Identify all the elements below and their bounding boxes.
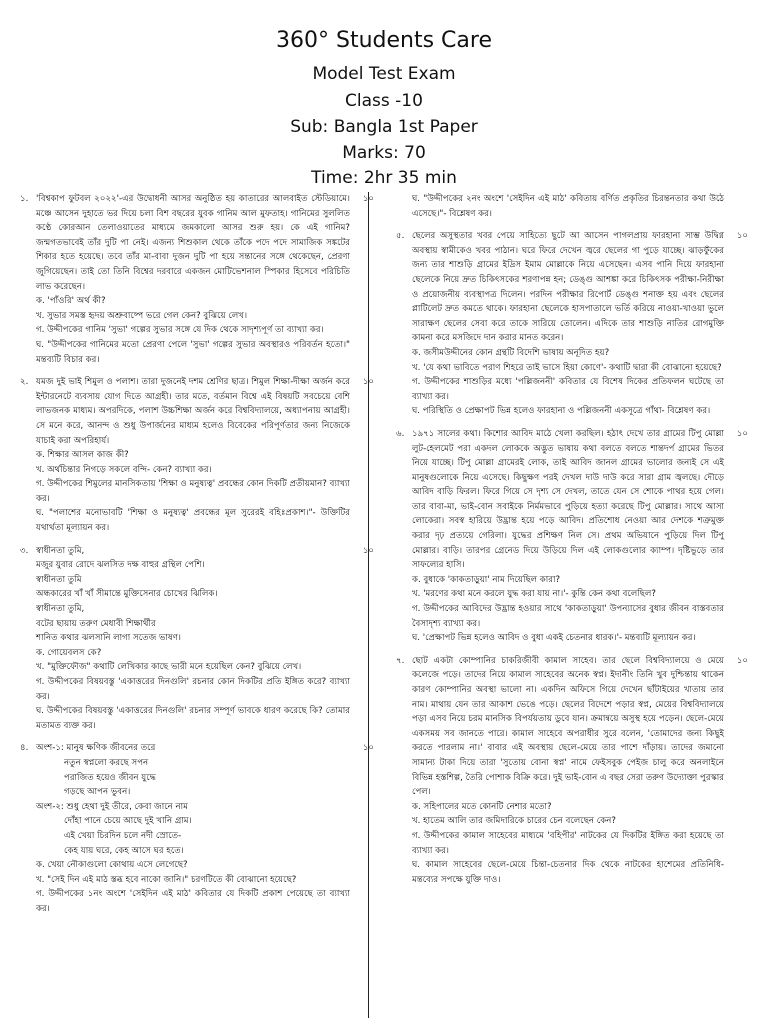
poem-line: বটের ছায়ায় তরুণ মেধাবী শিক্ষার্থীর (36, 618, 156, 629)
sub-question-ka: ক. 'পাঁওরি' অর্থ কী? (36, 296, 106, 307)
question-columns (20, 192, 750, 1018)
sub-question-kha: খ. অর্থচিন্তার নিগড়ে সকলে বন্দি- কেন? ব্যাখ্যা কর। (36, 464, 212, 475)
question-2 (20, 375, 376, 536)
poem-line: স্বাধীনতা তুমি, (36, 545, 85, 556)
question-marks: ১০ (736, 428, 748, 439)
sub-question-ga: গ. উদ্দীপকের বিষয়বস্তু 'একাত্তরের দিনগুলি' রচনার কোন দিকটির প্রতি ইঙ্গিত করে? ব্যাখ্যা কর। (36, 677, 350, 702)
poem-line: অংশ-২: শুধু হেথা দুই তীরে, কেবা জানে নাম (36, 801, 188, 812)
question-marks: ১০ (362, 194, 374, 204)
question-5 (396, 229, 750, 419)
question-stem: ছেলের অসুস্থতার খবর পেয়ে সাহিত্যে ছুটে আ আসেন পাগলপ্রায় ফারহানা সাম্ভ উদ্বিগ্ন অবস্থায় স্বামীকেও খবর পাঠান। ঘরে ফিরে দেখেন জ্বরে ছেলের গা পুড়ে যাচ্ছে। ঝাড়ফুঁকের জন্য তার শাশুড়ি গ্রামের ইদ্রিস ইমাম মোল্লাকে নিয়ে এসেছেন। এসব পানি দিয়ে ফারহানা ছেলেকে নিয়ে দ্রুত চিকিৎসকের শরণাপন্ন হন; ডেঙ্গু আশঙ্কা করে চিকিৎসক পরীক্ষা-নিরীক্ষা ও প্রয়োজনীয় ব্যবস্থাপত্র দিলেন। পরদিন পরীক্ষার রিপোর্ট ডেঙ্গু শনাক্ত হয় এবং ছেলের প্লাটিলেট দ্রুত কমতে থাকে। ফারহানা ছেলেকে হাসপাতালে ভর্তি করিয়ে নাওয়া-খাওয়া ভুলে সারাক্ষণ ছেলের সেবা করে তাকে সারিয়ে তোলেন। এদিকে তার শাশুড়ি নাতির রোগমুক্তি কামনা করে মসজিদে দান করার মানত করেন। (412, 231, 724, 344)
poem-line: মজুর যুবার রোদে ঝলসিত দক্ষ বাহুর গ্রন্থিল পেশি। (36, 560, 205, 571)
sub-question-kha: খ. সুভার সমস্ত হৃদয় অশ্রুবাষ্পে ভরে গেল কেন? বুঝিয়ে লেখ। (36, 310, 248, 321)
sub-question-ka: ক. গোয়েবলস কে? (36, 647, 102, 658)
sub-question-ga: গ. উদ্দীপকের ১নং অংশে 'সেইদিন এই মাঠ' কবিতার যে দিকটি প্রকাশ পেয়েছে তা ব্যাখ্যা কর। (36, 889, 350, 914)
question-marks: ১০ (736, 231, 748, 242)
question-number: ৫. (396, 231, 405, 242)
question-marks: ১০ (736, 655, 748, 666)
subject-label: Sub: Bangla 1st Paper (290, 117, 478, 137)
class-label: Class -10 (345, 91, 423, 111)
poem-line: পরাজিত হয়েও জীবন যুদ্ধে (64, 772, 156, 783)
question-number: ১. (20, 194, 29, 204)
question-4 (20, 741, 376, 916)
poem-line: এই খেয়া চিরদিন চলে নদী স্রোতে- (64, 830, 182, 841)
sub-question-kha: খ. 'যে কথা ভাবিতে পরাণ শিহরে তাই ভাসে হিয়া কোণে'- কথাটি দ্বারা কী বোঝানো হয়েছে? (412, 362, 722, 373)
poem-line: দোঁহা পানে চেয়ে আছে দুই খানি গ্রাম। (64, 816, 192, 827)
poem-line: কেহ যায় ঘরে, কেহ আসে ঘর হতে। (64, 845, 184, 856)
sub-question-gha: ঘ. উদ্দীপকের বিষয়বস্তু 'একাত্তরের দিনগুলি' রচনার সম্পূর্ণ ভাবকে ধারণ করেছে কি? তোমার মতামত ব্যক্ত কর। (36, 706, 350, 731)
sub-question-ga: গ. উদ্দীপকের শিমুলের মানসিকতায় 'শিক্ষা ও মনুষ্যত্ব' প্রবন্ধের কোন দিকটি প্রতীয়মান? ব্যাখ্যা কর। (36, 479, 350, 504)
sub-question-kha: খ. হাতেম আলি তার জমিদারিকে চারের চেন বলেছেন কেন? (412, 816, 616, 827)
sub-question-ga: গ. উদ্দীপকের শাশুড়ির মধ্যে 'পল্লিজননী' কবিতার যে বিশেষ দিকের প্রতিফলন ঘটেছে তা ব্যাখ্যা কর। (412, 377, 724, 402)
poem-line: গড়ছে আপন ভুবন। (64, 787, 131, 798)
sub-question-gha: ঘ. "পলাশের মনোভাবটি 'শিক্ষা ও মনুষ্যত্ব' প্রবন্ধের মূল সুরেরই বহিঃপ্রকাশ।"- উক্তিটির যথার্থতা মূল্যায়ন কর। (36, 508, 350, 534)
sub-question-ka: ক. সহিপালের মতে কোনটি নেশার মতো? (412, 801, 552, 812)
poem-line: স্বাধীনতা তুমি (36, 574, 82, 585)
question-number: ৩. (20, 545, 29, 556)
sub-question-ga: গ. উদ্দীপকের আবিদের উদ্ভ্রান্ত হওয়ার সাথে 'কাকতাড়ুয়া' উপন্যাসের বুধার জীবন বাস্তবতার বৈসাদৃশ্য ব্যাখ্যা কর। (412, 604, 724, 629)
sub-question-gha: ঘ. পরিস্থিতি ও প্রেক্ষাপট ভিন্ন হলেও ফারহানা ও পল্লিজননী একসূত্রে গাঁথা- বিশ্লেষণ কর। (412, 406, 711, 417)
exam-name: Model Test Exam (312, 64, 456, 84)
poem (20, 558, 376, 646)
question-6 (396, 427, 750, 646)
sub-question-gha: ঘ. কামাল সাহেবের ছেলে-মেয়ে চিন্তা-চেতনার দিক থেকে নাটকের হাশেমের প্রতিনিধি- মন্তব্যের সপক্ষে যুক্তি দাও। (412, 860, 724, 885)
sub-question-ka: ক. বুধাকে 'কাকতাড়ুয়া' নাম দিয়েছিল কারা? (412, 574, 561, 585)
question-marks: ১০ (362, 377, 374, 388)
question-number: ৭. (396, 655, 405, 666)
question-7 (396, 654, 750, 888)
sub-question-gha: ঘ. 'প্রেক্ষাপট ভিন্ন হলেও আবিদ ও বুধা একই চেতনার ধারক।'- মন্তব্যটি মূল্যায়ন কর। (412, 633, 696, 644)
sub-question-ga: গ. উদ্দীপকের কামাল সাহেবের মাধ্যমে 'বহিপীর' নাটকের যে দিকটির ইঙ্গিত করা হয়েছে তা ব্যাখ্যা কর। (412, 830, 724, 856)
sub-question-ga: গ. উদ্দীপকের গানিম 'সুভা' গল্পের সুভার সঙ্গে যে দিক থেকে সাদৃশ্যপূর্ণ তা ব্যাখ্যা কর। (36, 325, 324, 336)
question-3 (20, 544, 376, 734)
question-number: ২. (20, 377, 29, 388)
sub-question-ka: ক. জসীমউদ্দীনের কোন গ্রন্থটি বিদেশি ভাষায় অনূদিত হয়? (412, 347, 610, 358)
sub-question-kha: খ. 'মরণের কথা মনে করলে যুদ্ধ করা যায় না।'- কুন্তি কেন কথা বলেছিল? (412, 589, 656, 600)
question-number: ৪. (20, 743, 29, 754)
question-marks: ১০ (362, 743, 374, 754)
question-marks: ১০ (362, 545, 374, 556)
poem-line: শানিত কথার ঝলসানি লাগা সতেজ ভাষণ। (36, 633, 181, 644)
sub-question-gha: ঘ. "উদ্দীপকের ২নং অংশে 'সেইদিন এই মাঠ' কবিতায় বর্ণিত প্রকৃতির চিরন্তনতার কথা উঠে এসেছে।"- বিশ্লেষণ কর। (412, 194, 724, 219)
question-1 (20, 192, 376, 367)
question-number: ৬. (396, 428, 405, 439)
question-stem: ১৯৭১ সালের কথা। কিশোর আবিদ মাঠে খেলা করছিল। হঠাৎ দেখে তার গ্রামের টিপু মোল্লা লুট-হেলমেট পরা একদল লোককে অদ্ভুত ভাষায় কথা বলতে বলতে শান্তদর্প গ্রামের ভিতর নিয়ে যাচ্ছে। টিপু মোল্লা গ্রামেরই লোক, তাই আবিদ জানল গ্রামের ভালোর জন্যই সে এই মানুষগুলোকে নিয়ে এসেছে। কিছুক্ষণ পরই দেখল দাউ দাউ করে সারা গ্রাম জ্বলছে। দৌড়ে আবিদ বাড়ি ফিরল। ফিরে গিয়ে সে দৃশ্য সে দেখল, তাতে যেন সে শোকে পাথর হয়ে গেল। তার বাবা-মা, ভাই-বোন সবাইকে নির্মমভাবে পুড়িয়ে হত্যা করেছে টিপু মোল্লার। সাথে আসা লোকেরা। সবস্ব হারিয়ে উদ্ভ্রান্ত হয়ে পড়ে আবিদ। প্রতিশোধ নেওয়া আর দেশকে শত্রুমুক্ত করার দৃঢ় প্রত্যয়ে গেরিলা। যুদ্ধের প্রশিক্ষণ নিল সে। প্রথম অভিযানে পুড়িয়ে দিল টিপু মোল্লার। বাড়ি। তারপর গ্রেনেড দিয়ে উড়িয়ে দিল এই লোকগুলোর ক্যাম্প। দৃষ্টিভুড়ে তার সাফল্যের হাসি। (412, 428, 724, 571)
sub-question-gha: ঘ. "উদ্দীপকের গানিমের মতো প্রেরণা পেলে 'সুভা' গল্পের সুভার অবস্থারও পরিবর্তন হতো।" মন্তব্যটি বিচার কর। (36, 339, 350, 365)
question-stem: যমজ দুই ভাই শিমুল ও পলাশ। তারা দুজনেই দশম শ্রেণির ছাত্র। শিমুল শিক্ষা-দীক্ষা অর্জন করে ইন্টারনেটে ব্যবসায় যোগ দিতে আগ্রহী। তার মতে, বর্তমান বিশ্বে এই বিষয়টি সবচেয়ে বেশি লাভজনক মাধ্যম। অপরদিকে, পলাশ উচ্চশিক্ষা অর্জন করে বিশ্ববিদ্যালয়ে, অধ্যাপনায় আগ্রহী। সে মনে করে, আনন্দ ও শুধু উপার্জনের মাধ্যম হলেও বিবেকের পরিপূর্ণতার জন্য নিজেকে যাচাই করা অপরিহার্য। (36, 377, 350, 446)
left-column (20, 192, 376, 917)
right-column (396, 192, 750, 887)
sub-question-ka: ক. খেয়া নৌকাগুলো কোথায় এসে লেগেছে? (36, 860, 188, 871)
school-title: 360° Students Care (276, 28, 492, 53)
sub-question-kha: খ. "সেই দিন এই মাঠ স্তব্ধ হবে নাকো জানি।" চরণটিতে কী বোঝানো হয়েছে? (36, 874, 297, 885)
poem-line: অংশ-১: মানুষ ক্ষণিক জীবনের তরে (36, 743, 156, 754)
question-stem: ছোট একটা কোম্পানির চাকরিজীবী কামাল সাহেব। তার ছেলে বিশ্ববিদ্যালয়ে ও মেয়ে কলেজে পড়ে। তাদের নিয়ে কামাল সাহেবের অনেক স্বপ্ন। ইদানীং তিনি খুব দুশ্চিন্তায় থাকেন কারণ কোম্পানির অবস্থা ভালো না। একদিন অফিসে গিয়ে দেখেন ছাঁটাইয়ের খাতায় তার নাম। মাথায় যেন তার আকাশ ভেঙে পড়ে। ছেলের বিদেশে পড়ার স্বপ্ন, মেয়ের বিশ্ববিদ্যালয়ে পড়া এসব নিয়ে চরম মানসিক বিপর্যয়তায় ডুবে যান। ক্রমান্বয়ে অসুস্থ হয়ে পড়েন। ছেলে-মেয়ে একসময় সব জানতে পারে। কামাল সাহেবে অপরাধীর সুরে বলেন, 'তোমাদের জন্য কিছুই করতে পারলাম না।' বাবার এই অবস্থায় ছেলে-মেয়ে তার পাশে দাঁড়ায়। তাদের জমানো সামান্য টাকা দিয়ে তারা 'সুতোয় বোনা স্বপ্ন' নামে ফেইসবুক পেইজ চালু করে অনলাইনে বিভিন্ন হস্তশিল্প, তৈরি পোশাক বিক্রি করে। দুই ভাই-বোন এ বছর সেরা তরুণ উদ্যোক্তা পুরস্কার পেল। (412, 655, 724, 798)
sub-question-ka: ক. শিক্ষার আসল কাজ কী? (36, 450, 129, 461)
poem-line: নতুন স্বপ্নলো করছে সপন (64, 757, 149, 768)
poem-line: অন্ধকারের খাঁ খাঁ সীমান্তে মুক্তিসেনার চোখের ঝিলিক। (36, 589, 218, 600)
poem-line: স্বাধীনতা তুমি, (36, 604, 85, 615)
sub-question-kha: খ. "মুক্তিফৌজ" কথাটি লেখিকার কাছে ভারী মনে হয়েছিল কেন? বুঝিয়ে লেখ। (36, 662, 302, 673)
poem (20, 756, 376, 858)
question-stem: 'বিশ্বকাপ ফুটবল ২০২২'-এর উদ্বোধনী আসর অনুষ্ঠিত হয় কাতারের আলবাইত স্টেডিয়ামে। মঞ্চে আসেন দুহাতে ভর দিয়ে চলা বিশ বছরের যুবক গানিম আল মুফতাহ। গানিমের সুললিত কণ্ঠে কোরআন তেলাওয়াতের মাধ্যমে জমকালো আসর শুরু হয়। কে এই গানিম? জন্মগতভাবেই তাঁর দুটি পা নেই। এজন্য শিশুকাল থেকে তাঁকে পদে পদে সামাজিক সঙ্কটের শিকার হতে হয়েছে। তবে তাঁর মা-বাবা দুজন দুটি পা হয়ে সন্তানের সঙ্গে থেকেছেন, প্রেরণা জুগিয়েছেন। তাই তো তিনি বিশ্বের দরবারে একজন মোটিভেশনাল স্পিকার হিসেবে পরিচিতি লাভ করেছেন। (36, 194, 350, 292)
time-label: Time: 2hr 35 min (311, 168, 457, 188)
marks-label: Marks: 70 (342, 143, 426, 163)
